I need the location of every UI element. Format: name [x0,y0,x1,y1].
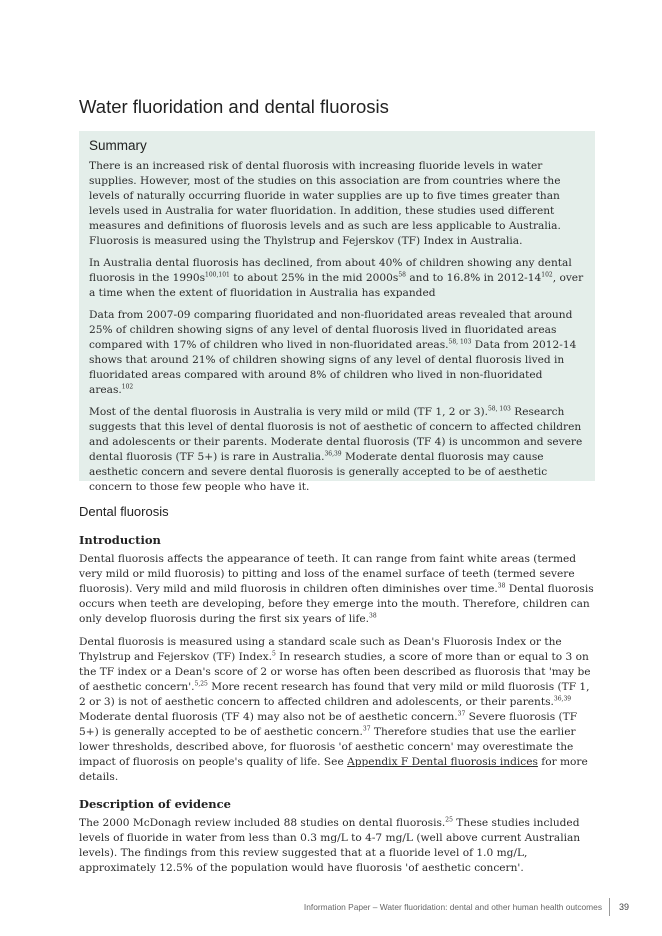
summary-paragraph: Data from 2007-09 comparing fluoridated and non-fluoridated areas revealed that around 25% of children showing signs of any level of dental fluorosis lived in fluoridated areas compared with 17% of children who lived in non-fluoridated areas.$^{58, 103}$ Data from 2012-14 shows that around 21% of children showing signs of any level of dental fluorosis lived in fluoridated areas compared with around 8% of children who lived in non-fluoridated areas.$^{102}$ [89,309,577,396]
footer-text: Information Paper – Water fluoridation: dental and other human health outcomes [303,902,602,912]
evidence-section [79,797,599,884]
summary-paragraph: There is an increased risk of dental fluorosis with increasing fluoride levels in water supplies. However, most of the studies on this association are from countries where the levels of naturally occurring fluoride in water supplies are up to five times greater than levels used in Australia for water fluoridation. In addition, these studies used different measures and definitions of fluorosis levels and as such are less applicable to Australia. Fluorosis is measured using the Thylstrup and Fejerskov (TF) Index in Australia. [89,160,561,247]
summary-heading: Summary [89,138,147,153]
summary-paragraph: Most of the dental fluorosis in Australia is very mild or mild (TF 1, 2 or 3).$^{58, 103}$ Research suggests that this level of dental fluorosis is not of aesthetic of concern to affected children and adolescents or their parents. Moderate dental fluorosis (TF 4) is uncommon and severe dental fluorosis (TF 5+) is rare in Australia.$^{36,39}$ Moderate dental fluorosis may cause aesthetic concern and severe dental fluorosis is generally accepted to be of aesthetic concern to those few people who have it. [89,405,583,493]
page-title: Water fluoridation and dental fluorosis [79,96,389,117]
summary-box [79,131,595,493]
introduction-heading: Introduction [79,533,161,547]
body-paragraph: Dental fluorosis is measured using a standard scale such as Dean's Fluorosis Index or the Thylstrup and Fejerskov (TF) Index.$^5$ In research studies, a score of more than or equal to 3 on the TF index or a Dean's score of 2 or worse has often been described as fluorosis that 'may be of aesthetic concern'.$^{5,25}$ More recent research has found that very mild or mild fluorosis (TF 1, 2 or 3) is not of aesthetic concern to affected children and adolescents, or their parents.$^{36,39}$ Moderate dental fluorosis (TF 4) may also not be of aesthetic concern.$^{37}$ Severe fluorosis (TF 5+) is generally accepted to be of aesthetic concern.$^{37}$ Therefore studies that use the earlier lower thresholds, described above, for fluorosis 'of aesthetic concern' may overestimate the impact of fluorosis on people's quality of life. See Appendix F Dental fluorosis indices for more details. [79,636,591,783]
summary-paragraph: In Australia dental fluorosis has declined, from about 40% of children showing any dental fluorosis in the $1990s^{100,101}$ to about 25% in the mid $2000s^{58}$ and to 16.8% in $2012-14^{102}$, over a time when the extent of fluoridation in Australia has expanded [89,257,584,299]
page-number: 39 [619,902,630,912]
introduction-section [79,533,599,793]
footer-divider [609,898,610,916]
evidence-heading: Description of evidence [79,797,231,811]
page-footer [0,898,662,918]
body-paragraph: Dental fluorosis affects the appearance of teeth. It can range from faint white areas (termed very mild or mild fluorosis) to pitting and loss of the enamel surface of teeth (termed severe fluorosis). Very mild and mild fluorosis in children often diminishes over time.$^{38}$ Dental fluorosis occurs when teeth are developing, before they emerge into the mouth. Therefore, children can only develop fluorosis during the first six years of life.$^{38}$ [79,553,594,625]
section-heading-dental-fluorosis: Dental fluorosis [79,504,169,519]
appendix-f-link[interactable]: Appendix F Dental fluorosis indices [347,756,538,768]
body-paragraph: The 2000 McDonagh review included 88 studies on dental fluorosis.$^{25}$ These studies included levels of fluoride in water from less than 0.3 mg/L to 4-7 mg/L (well above current Australian levels). The findings from this review suggested that at a fluoride level of 1.0 mg/L, approximately 12.5% of the population would have fluorosis 'of aesthetic concern'. [79,816,581,874]
